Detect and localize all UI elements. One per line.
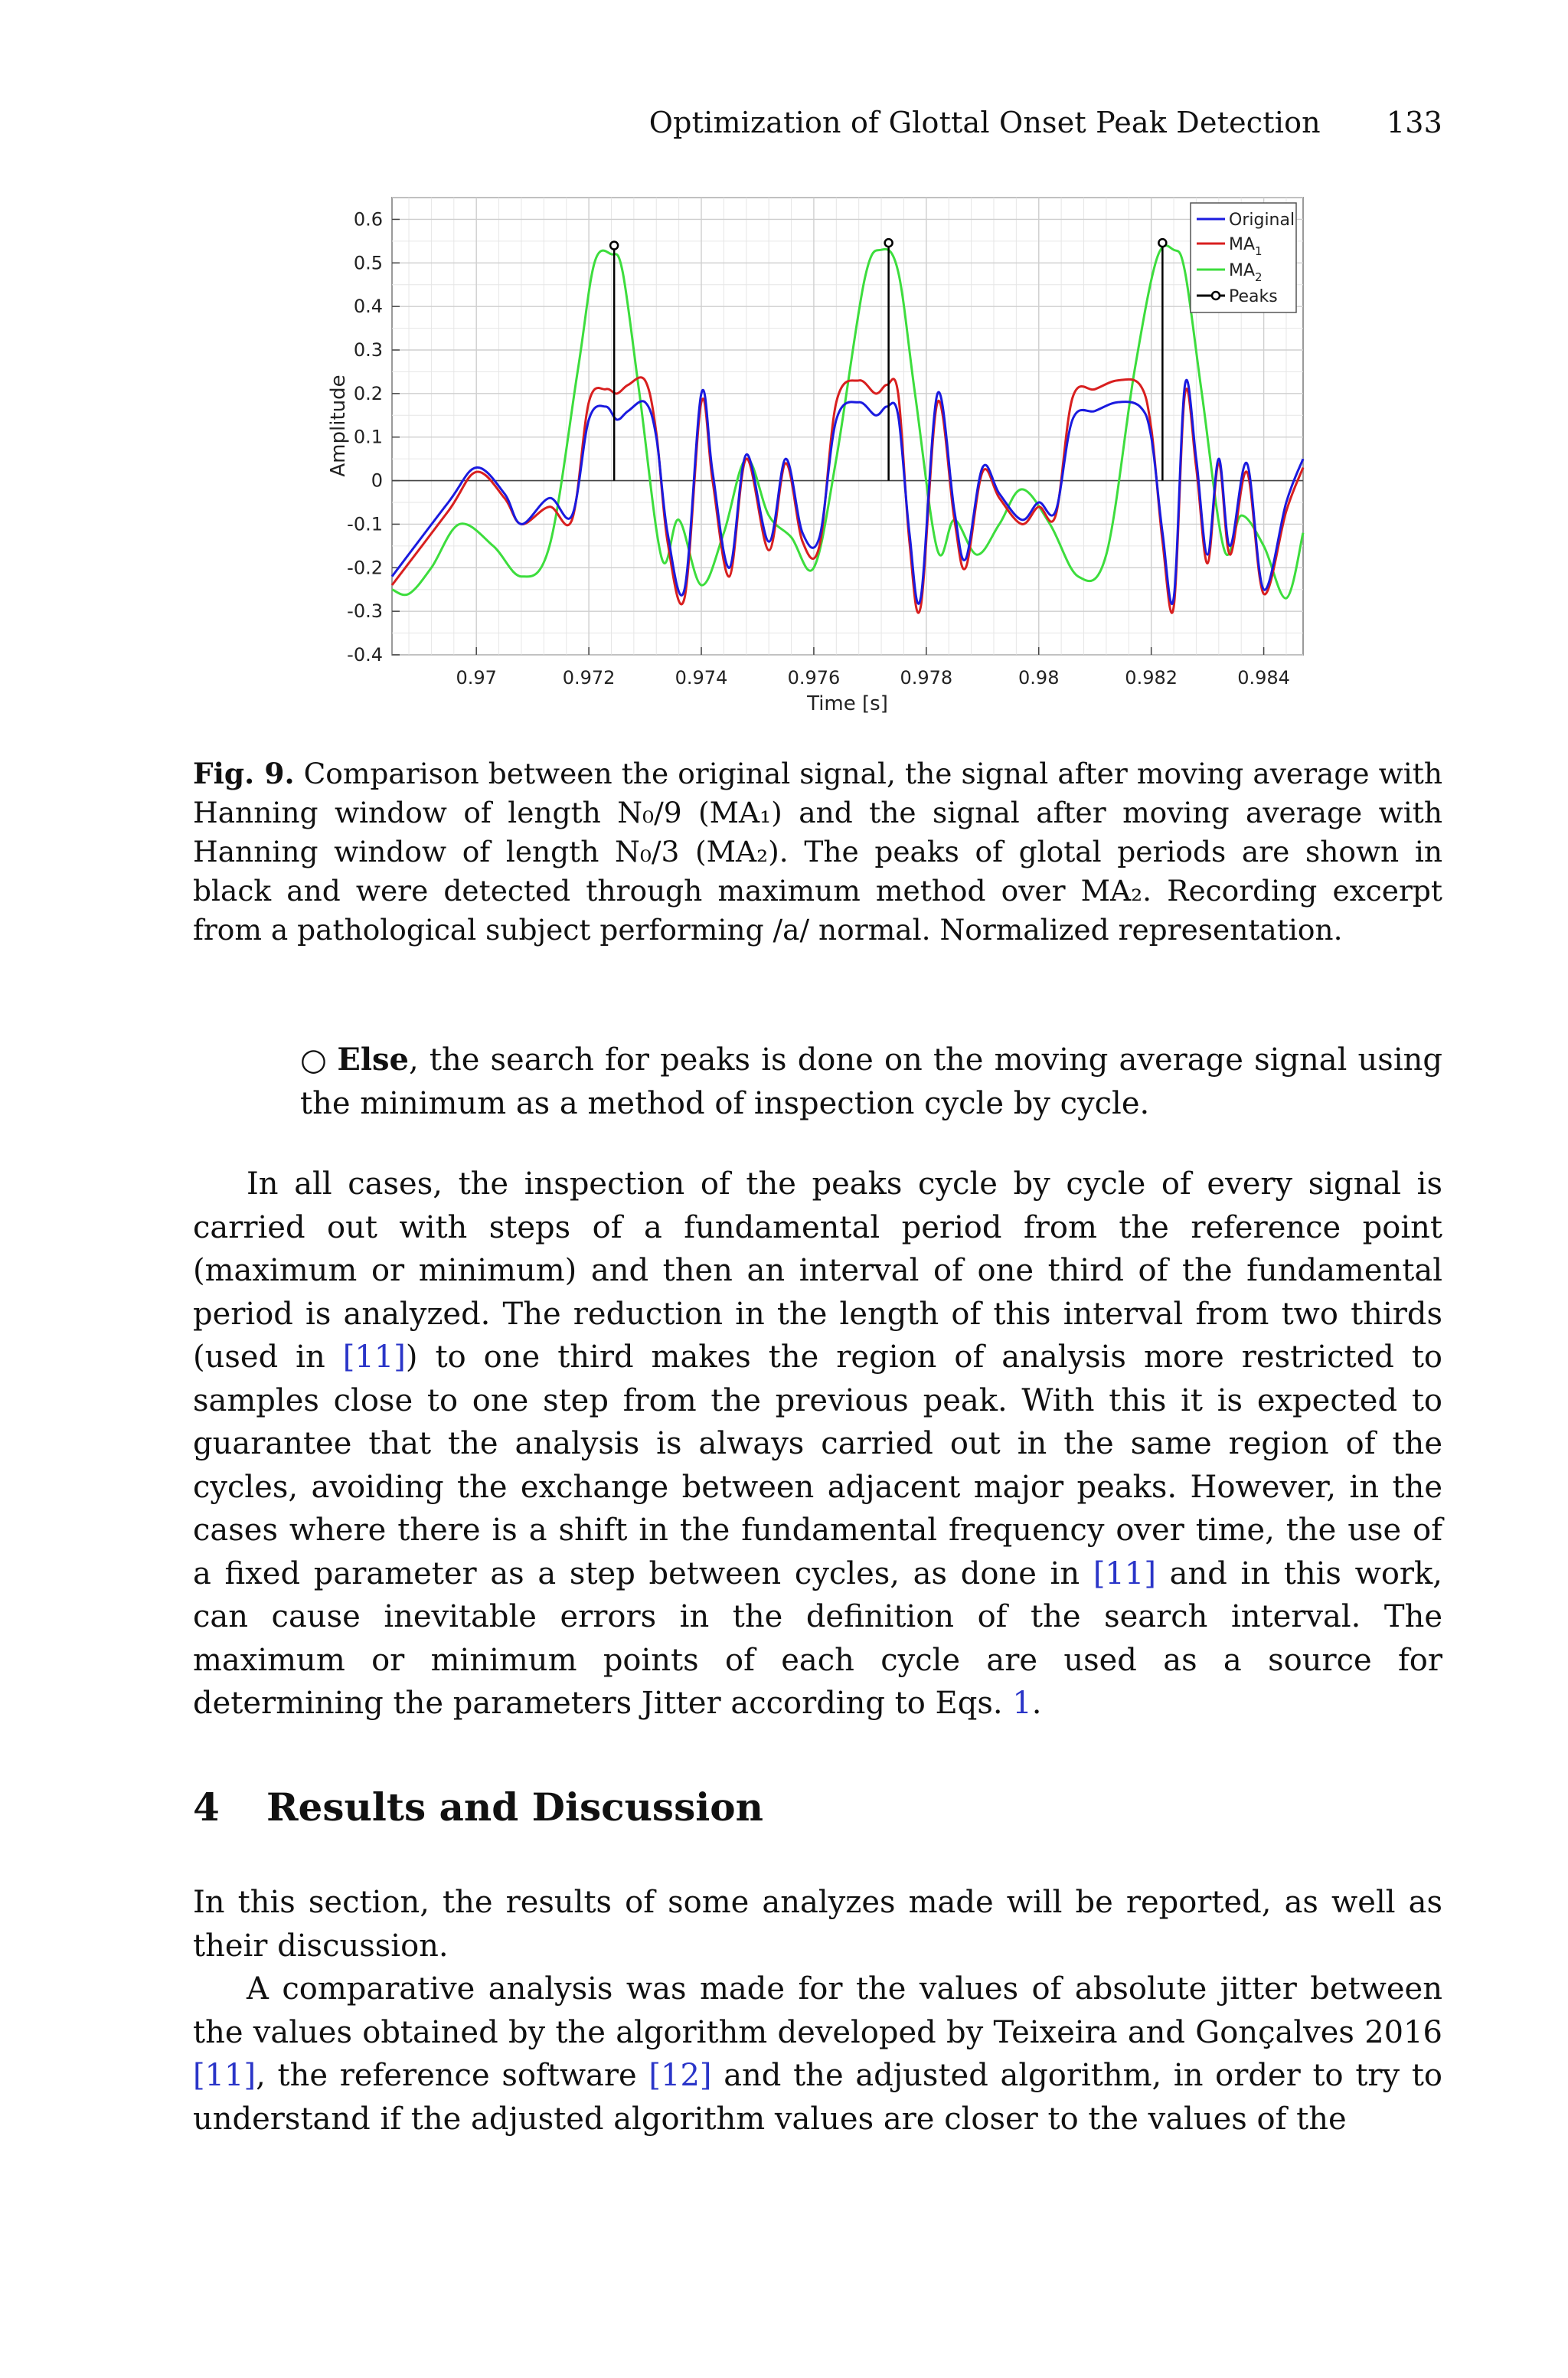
para3-text-1: A comparative analysis was made for the values of absolute jitter between the values obtained by the algorithm developed by Teixeira and Gonçalves 2016 (193, 1971, 1442, 2050)
section-number: 4 (193, 1784, 220, 1830)
caption-text: Comparison between the original signal, the signal after moving average with Hanning window of length N₀/9 (MA₁) and the signal after moving average with Hanning window of length N₀/3 (MA₂). The peaks of glotal periods are shown in black and were detected through maximum method over MA₂. Recording excerpt from a pathological subject performing /a/ normal. Normalized representation. (193, 757, 1442, 947)
para3-text-3: and the adjusted algorithm, in order to try to understand if the adjusted algorithm values are closer to the values of the (193, 2058, 1442, 2137)
y-axis-label: Amplitude (327, 375, 350, 477)
legend-label-original: Original (1229, 211, 1295, 230)
citation-link[interactable]: [11] (342, 1339, 406, 1375)
x-tick-label: 0.972 (562, 667, 616, 689)
x-tick-label: 0.982 (1125, 667, 1178, 689)
y-tick-label: -0.1 (347, 513, 383, 535)
equation-link[interactable]: 1 (1012, 1686, 1032, 1721)
figure-caption (193, 754, 1442, 950)
bullet-bold-term: Else (337, 1042, 409, 1078)
para1-text-4: . (1031, 1686, 1042, 1721)
paragraph-inspection (193, 1163, 1442, 1725)
running-header (0, 106, 1442, 139)
y-tick-label: 0.2 (353, 382, 383, 404)
paragraph-results (193, 1881, 1442, 2141)
peak-marker (610, 242, 618, 250)
y-tick-label: 0.3 (353, 339, 383, 361)
legend-label-ma1: $MA_1$ (1229, 235, 1263, 258)
y-tick-label: 0.5 (353, 252, 383, 274)
citation-link[interactable]: [12] (648, 2058, 712, 2093)
caption-label: Fig. 9. (193, 757, 295, 790)
para1-text-3: and in this work, can cause inevitable errors in the definition of the search interval. The maximum or minimum points of each cycle are used as a source for determining the parameters Jitter according to Eqs. (193, 1555, 1443, 1721)
y-tick-label: 0.6 (353, 208, 383, 231)
section-heading (193, 1784, 763, 1830)
x-tick-label: 0.976 (787, 667, 841, 689)
x-tick-label: 0.974 (675, 667, 728, 689)
x-axis-label: Time [s] (807, 692, 888, 715)
y-tick-label: -0.3 (347, 600, 383, 623)
legend-peak-marker (1212, 292, 1220, 299)
para1-text-2: ) to one third makes the region of analysis more restricted to samples close to one step from the previous peak. With this it is expected to guarantee that the analysis is always carried out in the same region of the cycles, avoiding the exchange between adjacent major peaks. However, in the cases where there is a shift in the fundamental frequency over time, the use of a fixed parameter as a step between cycles, as done in (193, 1339, 1443, 1591)
y-tick-label: -0.4 (347, 644, 383, 666)
bullet-circle-icon: ○ (300, 1042, 328, 1078)
citation-link[interactable]: [11] (193, 2058, 256, 2093)
para3-text-2: , the reference software (256, 2058, 649, 2093)
peak-marker (885, 239, 893, 247)
section-title: Results and Discussion (266, 1784, 763, 1830)
legend-label-peaks: Peaks (1229, 287, 1278, 306)
y-tick-label: -0.2 (347, 557, 383, 579)
bullet-else (300, 1038, 1442, 1126)
x-tick-label: 0.97 (456, 667, 497, 689)
legend-label-ma2: $MA_2$ (1229, 261, 1263, 284)
y-tick-label: 0 (371, 469, 383, 492)
figure-9-chart (306, 184, 1317, 720)
running-title: Optimization of Glottal Onset Peak Detection (648, 106, 1321, 139)
citation-link[interactable]: [11] (1093, 1555, 1156, 1591)
peak-marker (1158, 239, 1166, 247)
legend (1191, 203, 1296, 312)
x-tick-label: 0.978 (900, 667, 953, 689)
bullet-text: , the search for peaks is done on the moving average signal using the minimum as a method of inspection cycle by cycle. (300, 1042, 1442, 1121)
para2-text: In this section, the results of some analyzes made will be reported, as well as their discussion. (193, 1885, 1442, 1964)
x-tick-label: 0.984 (1237, 667, 1290, 689)
page-number: 133 (1386, 106, 1442, 139)
y-tick-label: 0.1 (353, 426, 383, 448)
para1-text-1: In all cases, the inspection of the peaks cycle by cycle of every signal is carried out with steps of a fundamental period from the reference point (maximum or minimum) and then an interval of one third of the fundamental period is analyzed. The reduction in the length of this interval from two thirds (used in (193, 1166, 1442, 1375)
y-tick-label: 0.4 (353, 296, 383, 318)
x-tick-label: 0.98 (1018, 667, 1060, 689)
